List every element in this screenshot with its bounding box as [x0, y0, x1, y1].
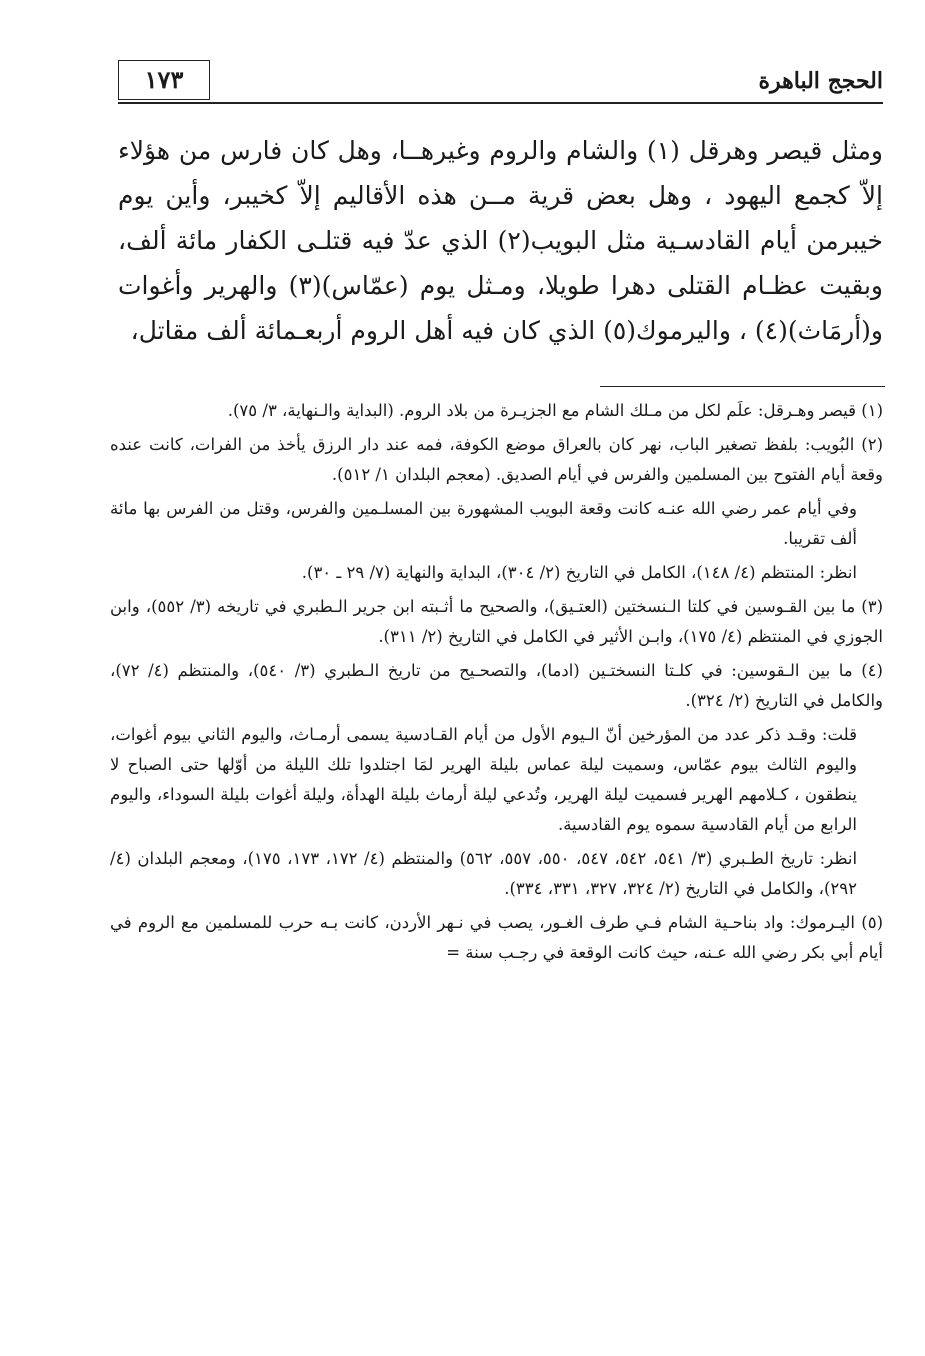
main-text [118, 128, 883, 353]
page-number: ١٧٣ [118, 60, 210, 100]
footnotes [110, 396, 883, 972]
footnote-3 [110, 592, 883, 652]
footnote-2-references: انظر: المنتظم (٤/ ١٤٨)، الكامل في التاريخ (٢/ ٣٠٤)، البداية والنهاية (٧/ ٢٩ ـ ٣٠). [301, 563, 857, 582]
main-paragraph: ومثل قيصر وهرقل (١) والشام والروم وغيرهــا، وهل كان فارس من هؤلاء إلاّ كجمع اليهود ، وهل بعض قرية مــن هذه الأقاليم إلاّ كخيبر، وأين يوم خيبرمن أيام القادسـية مثل البويب(٢) الذي عدّ فيه قتلـى الكفار مائة ألف، وبقيت عظـام القتلى دهرا طويلا، ومـثل يوم (عمّاس)(٣) والهرير وأغوات و(أرمَاث)(٤) ، واليرموك(٥) الذي كان فيه أهل الروم أربعـمائة ألف مقاتل، [118, 136, 884, 345]
footnote-1 [110, 396, 883, 426]
footnote-5 [110, 908, 883, 968]
footnote-separator [600, 386, 885, 387]
footnote-text: ما بين الـقوسين: في كلـتا النسختـين (ادما)، والتصحـيح من تاريخ الـطبري (٣/ ٥٤٠)، والمنتظم (٤/ ٧٢)، والكامل في التاريخ (٢/ ٣٢٤). [110, 661, 883, 710]
footnote-4-note: قلت: وقـد ذكر عدد من المؤرخين أنّ الـيوم الأول من أيام القـادسية يسمى أرمـاث، واليوم الثاني بيوم أغوات، واليوم الثالث بيوم عمّاس، وسميت ليلة عماس بليلة الهرير لمَا اجتلدوا تلك الليلة من أوّلها حتى الصباح لا ينطقون ، كـلامهم الهرير فسميت ليلة الهرير، وتُدعي ليلة أرماث بليلة الهدأة، وليلة أغوات بليلة السوداء، واليوم الرابع من أيام القادسية سموه يوم القادسية. [110, 725, 857, 834]
footnote-4 [110, 656, 883, 716]
page-header [118, 58, 883, 104]
footnote-label: (٥) [861, 913, 883, 932]
footnote-label: (١) [861, 401, 883, 420]
footnote-text: ما بين القـوسين في كلتا الـنسختين (العتـيق)، والصحيح ما أثـبته ابن جرير الـطبري في تاريخه (٣/ ٥٥٢)، وابن الجوزي في المنتظم (٤/ ١٧٥)، وابـن الأثير في الكامل في التاريخ (٢/ ٣١١). [110, 597, 883, 646]
footnote-text: اليـرموك: واد بناحـية الشام فـي طرف الغـور، يصب في نـهر الأردن، كانت بـه حرب للمسلمين مع الروم في أيام أبي بكر رضي الله عـنه، حيث كانت الوقعة في رجـب سنة = [110, 913, 883, 962]
footnote-text: البُويب: بلفظ تصغير الباب، نهر كان بالعراق موضع الكوفة، فمه عند دار الرزق يأخذ من الفرات، كانت عنده وقعة أيام الفتوح بين المسلمين والفرس في أيام الصديق. (معجم البلدان ١/ ٥١٢). [110, 435, 883, 484]
footnote-label: (٤) [861, 661, 883, 680]
footnote-label: (٣) [861, 597, 883, 616]
footnote-4-references: انظر: تاريخ الطـبري (٣/ ٥٤١، ٥٤٢، ٥٤٧، ٥٥٠، ٥٥٧، ٥٦٢) والمنتظم (٤/ ١٧٢، ١٧٣، ١٧٥)، ومعجم البلدان (٤/ ٢٩٢)، والكامل في التاريخ (٢/ ٣٢٤، ٣٢٧، ٣٣١، ٣٣٤). [110, 849, 858, 898]
header-rule [118, 102, 883, 104]
running-title: الحجج الباهرة [758, 68, 883, 94]
footnote-2 [110, 430, 883, 490]
footnote-2-extra: وفي أيام عمر رضي الله عنـه كانت وقعة البويب المشهورة بين المسلـمين والفرس، وقتل من الفرس بها مائة ألف تقريبا. [110, 499, 857, 548]
footnote-label: (٢) [861, 435, 884, 454]
footnote-text: قيصر وهـرقل: علَم لكل من مـلك الشام مع الجزيـرة من بلاد الروم. (البداية والـنهاية، ٣/ ٧٥). [227, 401, 856, 420]
